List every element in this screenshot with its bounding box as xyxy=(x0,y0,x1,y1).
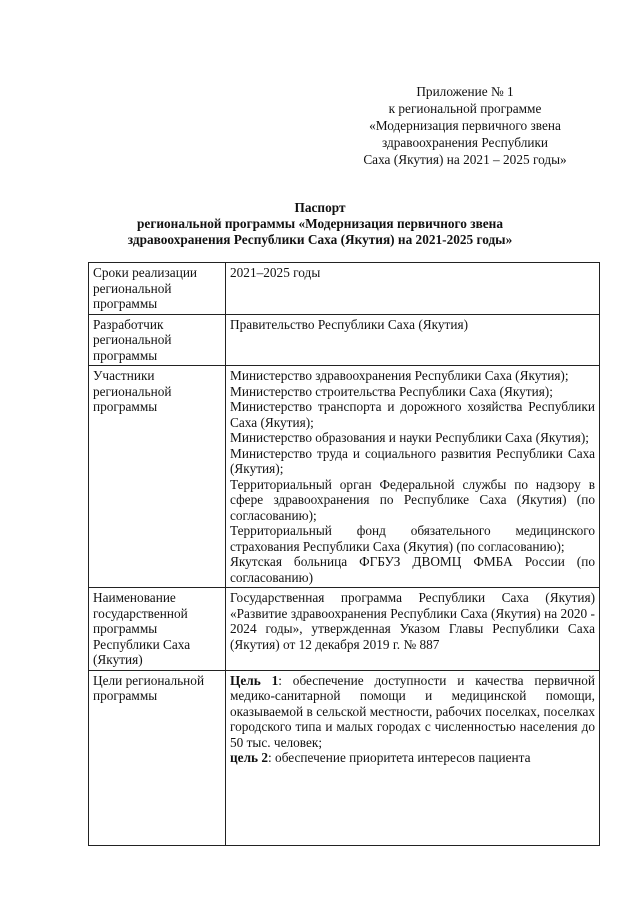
goal-text: обеспечение приоритета интересов пациента xyxy=(271,750,531,765)
row-label: Цели региональной программы xyxy=(89,670,226,845)
participant-entry: Министерство труда и социального развития Республики Саха (Якутия); xyxy=(230,445,595,476)
participant-entry: Якутская больница ФГБУЗ ДВОМЦ ФМБА России (по согласованию) xyxy=(230,554,595,585)
appendix-line: Саха (Якутия) на 2021 – 2025 годы» xyxy=(363,152,567,167)
participant-entry: Территориальный орган Федеральной службы по надзору в сфере здравоохранения по Республике Саха (Якутия) (по согласованию); xyxy=(230,476,595,523)
row-label: Наименование государственной программы Республики Саха (Якутия) xyxy=(89,588,226,671)
table-row xyxy=(89,366,600,588)
row-value xyxy=(226,314,600,366)
goal-separator: : xyxy=(268,750,272,765)
row-value xyxy=(226,670,600,845)
row-value xyxy=(226,366,600,588)
value-entry: Государственная программа Республики Саха (Якутия) «Развитие здравоохранения Республики Саха (Якутия) на 2020 - 2024 годы», утвержденная Указом Главы Республики Саха (Якутия) от 12 декабря 2019 г. № 887 xyxy=(230,590,595,652)
row-value xyxy=(226,263,600,315)
appendix-line: Приложение № 1 xyxy=(416,84,514,99)
table-row xyxy=(89,263,600,315)
row-label: Сроки реализации региональной программы xyxy=(89,263,226,315)
goal-entry xyxy=(230,750,595,766)
title-line: здравоохранения Республики Саха (Якутия) на 2021-2025 годы» xyxy=(127,232,513,247)
appendix-line: к региональной программе xyxy=(388,101,542,116)
document-title xyxy=(80,200,560,248)
participant-entry: Министерство транспорта и дорожного хозяйства Республики Саха (Якутия); xyxy=(230,399,595,430)
table-row xyxy=(89,670,600,845)
appendix-line: здравоохранения Республики xyxy=(381,135,549,150)
passport-table xyxy=(88,262,600,846)
row-label: Разработчик региональной программы xyxy=(89,314,226,366)
title-line: региональной программы «Модернизация первичного звена xyxy=(137,216,503,231)
goal-separator: : xyxy=(278,672,282,688)
value-entry: Правительство Республики Саха (Якутия) xyxy=(230,316,469,332)
row-value xyxy=(226,588,600,671)
goal-heading: цель 2 xyxy=(230,750,269,765)
participant-entry: Министерство образования и науки Республики Саха (Якутия); xyxy=(230,430,589,445)
goal-heading: Цель 1 xyxy=(230,672,279,688)
participant-entry: Министерство здравоохранения Республики Саха (Якутия); xyxy=(230,368,569,383)
participant-entry: Министерство строительства Республики Саха (Якутия); xyxy=(230,383,553,399)
table-row xyxy=(89,314,600,366)
table-row xyxy=(89,588,600,671)
appendix-header xyxy=(340,83,590,168)
row-label: Участники региональной программы xyxy=(89,366,226,588)
participant-entry: Территориальный фонд обязательного медицинского страхования Республики Саха (Якутия) (по согласованию); xyxy=(230,523,595,554)
appendix-line: «Модернизация первичного звена xyxy=(369,118,561,133)
value-entry: 2021–2025 годы xyxy=(230,265,321,280)
goal-text: обеспечение доступности и качества первичной медико-санитарной помощи и медицинской помощи, оказываемой в сельской местности, рабочих поселках, поселках городского типа и малых городах с численностью населения до 50 тыс. человек; xyxy=(230,672,595,750)
title-line: Паспорт xyxy=(294,200,346,215)
goal-entry xyxy=(230,673,595,751)
